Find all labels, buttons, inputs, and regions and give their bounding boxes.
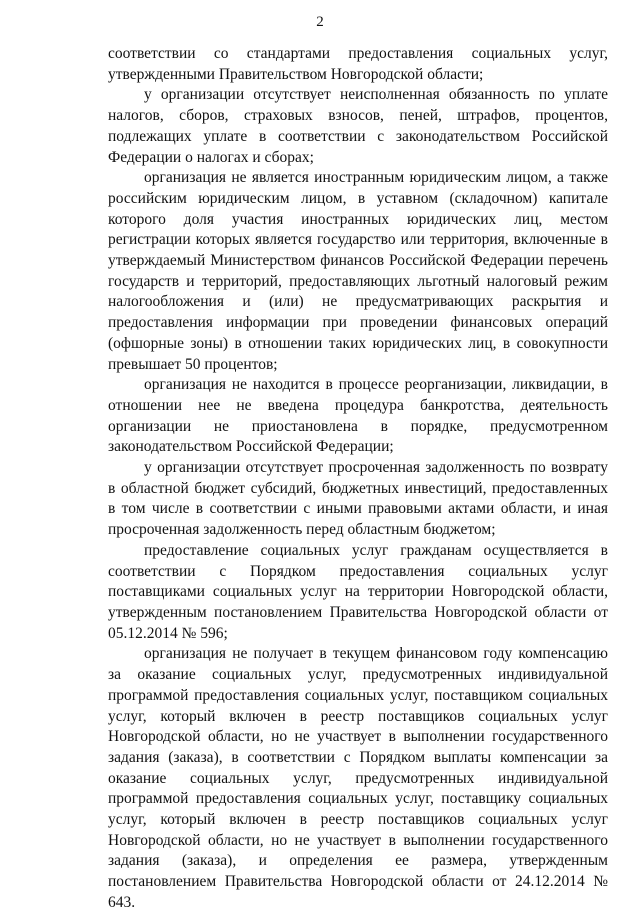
paragraph-no-tax-debt: у организации отсутствует неисполненная обязанность по уплате налогов, сборов, страховых взносов, пеней, штрафов, процентов, подлежащих уплате в соответствии с законодательством Российской Федерации о налогах и сборах;	[108, 86, 608, 166]
paragraph-service-provision-order: предоставление социальных услуг гражданам осуществляется в соответствии с Порядком предоставления социальных услуг поставщиками социальных услуг на территории Новгородской области, утвержденным постановлением Правительства Новгородской области от 05.12.2014 № 596;	[108, 541, 608, 642]
paragraph-no-compensation: организация не получает в текущем финансовом году компенсацию за оказание социальных услуг, предусмотренных индивидуальной программой предоставления социальных услуг, поставщиком социальных услуг, который включен в реестр поставщиков социальных услуг Новгородской области, но не участвует в выполнении государственного задания (заказа), в соответствии с Порядком выплаты компенсации за оказание социальных услуг, предусмотренных индивидуальной программой предоставления социальных услуг, поставщику социальных услуг, который включен в реестр поставщиков социальных услуг Новгородской области, но не участвует в выполнении государственного задания (заказа), и определения ее размера, утвержденным постановлением Правительства Новгородской области от 24.12.2014 № 643.	[108, 645, 608, 911]
document-body	[108, 44, 608, 914]
paragraph-not-foreign-entity: организация не является иностранным юридическим лицом, а также российским юридическим лицом, в уставном (складочном) капитале которого доля участия иностранных юридических лиц, местом регистрации которых является государство или территория, включенные в утверждаемый Министерством финансов Российской Федерации перечень государств и территорий, предоставляющих льготный налоговый режим налогообложения и (или) не предусматривающих раскрытия и предоставления информации при проведении финансовых операций (офшорные зоны) в отношении таких юридических лиц, в совокупности превышает 50 процентов;	[108, 169, 608, 373]
paragraph-no-budget-debt: у организации отсутствует просроченная задолженность по возврату в областной бюджет субсидий, бюджетных инвестиций, предоставленных в том числе в соответствии с иными правовыми актами области, и иная просроченная задолженность перед областным бюджетом;	[108, 459, 608, 539]
paragraph-not-reorganization: организация не находится в процессе реорганизации, ликвидации, в отношении нее не введена процедура банкротства, деятельность организации не приостановлена в порядке, предусмотренном законодательством Российской Федерации;	[108, 376, 608, 456]
page-number: 2	[316, 14, 324, 30]
paragraph-standards-continuation: соответствии со стандартами предоставления социальных услуг, утвержденными Правительством Новгородской области;	[108, 45, 608, 83]
